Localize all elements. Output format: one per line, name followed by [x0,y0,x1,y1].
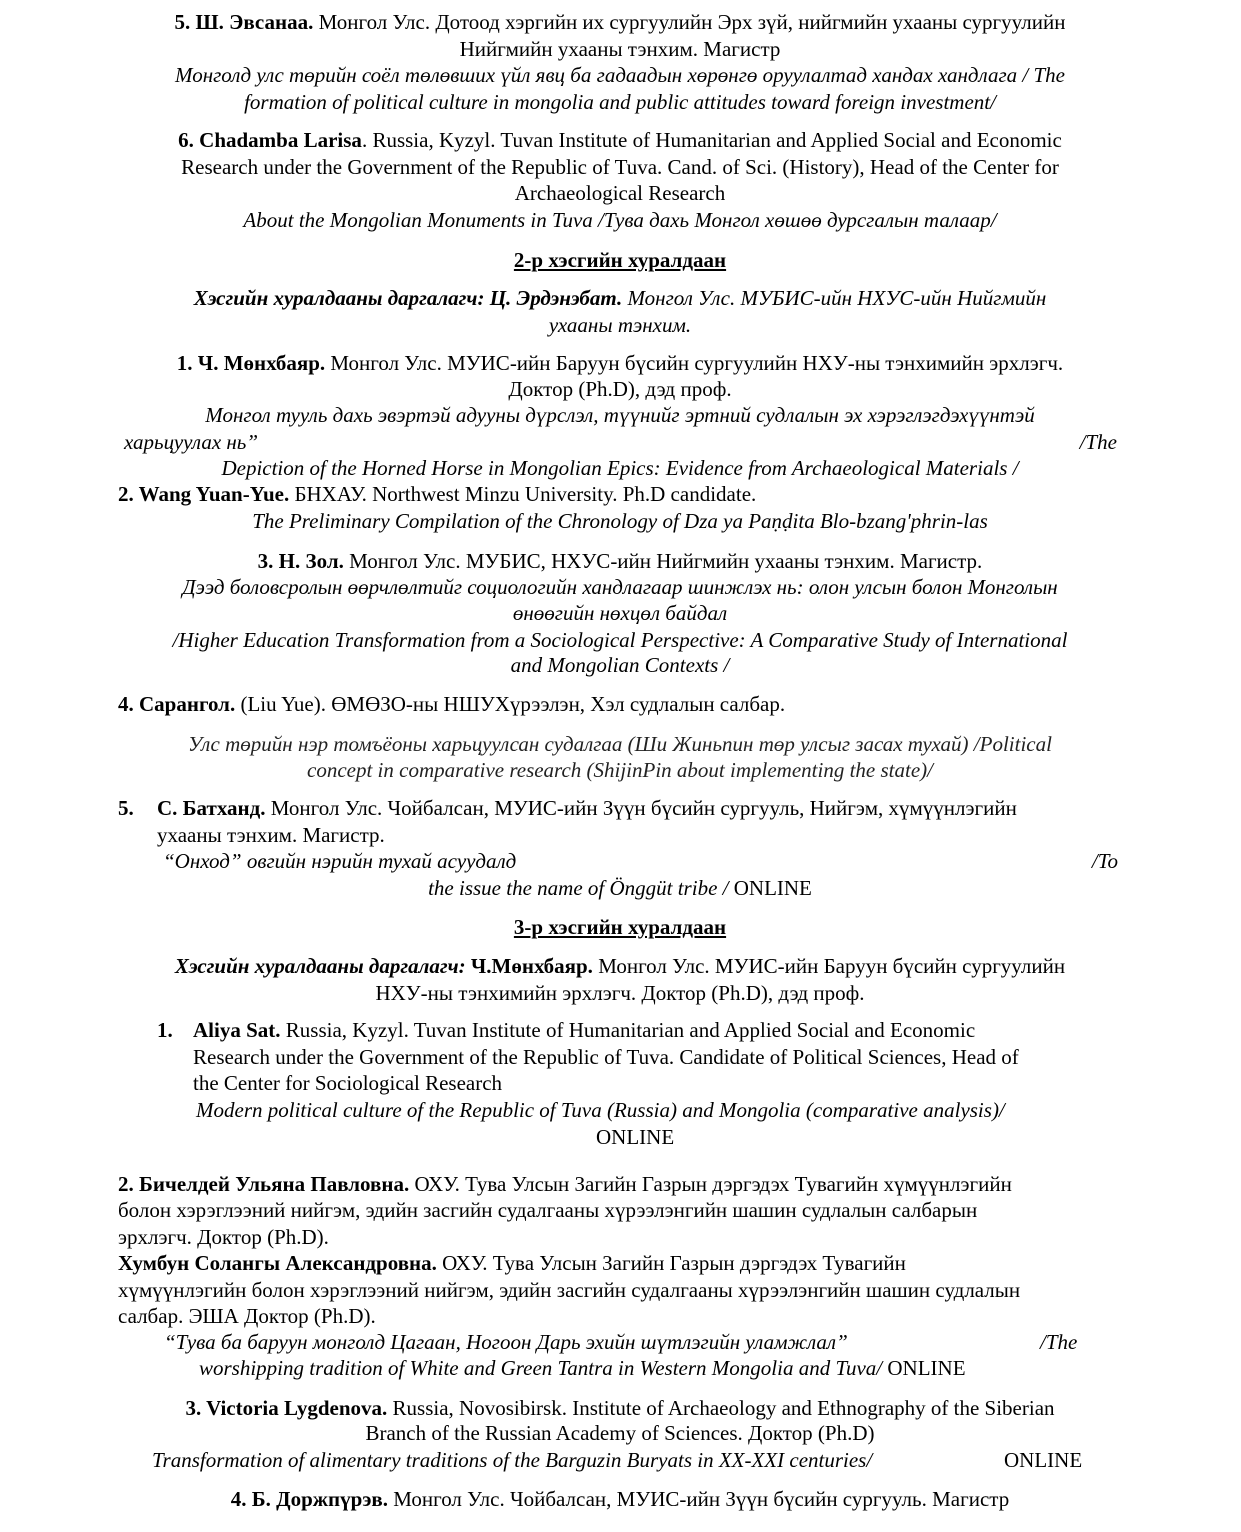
participant-affiliation [118,481,756,507]
affiliation-text: Research under the Government of the Republic of Tuva. Cand. of Sci. (History), Head of the Center for [181,155,1059,179]
paper-title: Depiction of the Horned Horse in Mongolian Epics: Evidence from Archaeological Materials / [221,456,1019,480]
paper-title: and Mongolian Contexts / [510,653,730,677]
affiliation-text: Доктор (Ph.D), дэд проф. [508,377,732,401]
participant-name: 4. Сарангол. [118,692,236,716]
affiliation-text: ОХУ. Тува Улсын Загийн Газрын дэргэдэх Тувагийн хүмүүнлэгийн [409,1172,1012,1196]
session-chair [120,953,1120,979]
item-number-text: 5. [118,796,134,820]
chair-label: Хэсгийн хуралдааны даргалагч: [174,954,471,978]
item-number [118,795,134,821]
paper-title: “Онход” овгийн нэрийн тухай асуудалд [163,849,517,873]
chair-label: Хэсгийн хуралдааны даргалагч: Ц. Эрдэнэбат. [193,286,623,310]
section-heading: 2-р хэсгийн хуралдаан [513,248,727,272]
chair-affiliation: Монгол Улс. МУБИС-ийн НХУС-ийн Нийгмийн [622,286,1047,310]
online-label: ONLINE [728,876,812,900]
affiliation-text: the Center for Sociological Research [193,1071,503,1095]
participant-affiliation [118,691,785,717]
paper-title: concept in comparative research (ShijinPin about implementing the state)/ [307,758,933,782]
paper-title: The Preliminary Compilation of the Chronology of Dza ya Paṇḍita Blo-bzang'phrin-las [252,509,988,533]
chair-affiliation: Монгол Улс. МУИС-ийн Баруун бүсийн сургуулийн [592,954,1066,978]
item-number [157,1017,173,1043]
paper-title: Монголд улс төрийн соёл төлөвших үйл явц ба гадаадын хөрөнгө оруулалтад хандах хандлага / The [175,63,1065,87]
paper-title: /To [1091,849,1118,873]
affiliation-text: хүмүүнлэгийн болон хэрэглээний нийгэм, эдийн засгийн судалгааны хүрээлэнгийн шашин судлалын [118,1278,1021,1302]
paper-title: Modern political culture of the Republic of Tuva (Russia) and Mongolia (comparative analysis)/ [196,1098,1005,1122]
participant-affiliation [157,795,1017,821]
affiliation-text: . Russia, Kyzyl. Tuvan Institute of Humanitarian and Applied Social and Economic [361,128,1062,152]
session-chair [120,285,1120,311]
affiliation-text: Russia, Kyzyl. Tuvan Institute of Humanitarian and Applied Social and Economic [280,1018,976,1042]
affiliation-text: Монгол Улс. МУБИС, НХУС-ийн Нийгмийн ухааны тэнхим. Магистр. [343,549,983,573]
participant-name: 2. Бичелдей Ульяна Павловна. [118,1172,410,1196]
participant-affiliation [118,1171,1012,1197]
participant-name: 5. Ш. Эвсанаа. [174,10,314,34]
section-heading: 3-р хэсгийн хуралдаан [513,915,727,939]
paper-title-text: worshipping tradition of White and Green Tantra in Western Mongolia and Tuva/ [199,1356,883,1380]
affiliation-text: ОХУ. Тува Улсын Загийн Газрын дэргэдэх Тувагийн [436,1251,906,1275]
participant-name: Aliya Sat. [193,1018,281,1042]
participant-name: 4. Б. Доржпүрэв. [230,1487,388,1511]
affiliation-text: ухааны тэнхим. Магистр. [157,823,385,847]
affiliation-text: Research under the Government of the Republic of Tuva. Candidate of Political Sciences, Head of [193,1045,1019,1069]
participant-name: Chadamba Larisa [199,128,362,152]
affiliation-text: эрхлэгч. Доктор (Ph.D). [118,1225,329,1249]
participant-name: 3. Н. Зол. [257,549,344,573]
affiliation-text: Монгол Улс. Чойбалсан, МУИС-ийн Зүүн бүсийн сургууль, Нийгэм, хүмүүнлэгийн [265,796,1017,820]
paper-title: About the Mongolian Monuments in Tuva /Тува дахь Монгол хөшөө дурсгалын талаар/ [243,208,997,232]
participant-affiliation [120,9,1120,35]
paper-title: Улс төрийн нэр томъёоны харьцуулсан судалгаа (Ши Жиньпин төр улсыг засах тухай) /Political [188,732,1052,756]
participant-name: 2. Wang Yuan-Yue. [118,482,290,506]
paper-title-text: the issue the name of Önggüt tribe / [428,876,729,900]
online-label: ONLINE [1004,1448,1083,1472]
participant-affiliation [120,350,1120,376]
online-label: ONLINE [596,1125,675,1149]
chair-affiliation: НХУ-ны тэнхимийн эрхлэгч. Доктор (Ph.D), дэд проф. [375,981,865,1005]
affiliation-text: Russia, Novosibirsk. Institute of Archaeology and Ethnography of the Siberian [387,1396,1055,1420]
paper-title: “Тува ба баруун монголд Цагаан, Ногоон Дарь эхийн шүтлэгийн уламжлал” [164,1330,848,1354]
participant-name: 1. Ч. Мөнхбаяр. [176,351,326,375]
chair-name: Ч.Мөнхбаяр. [470,954,593,978]
affiliation-text: болон хэрэглээний нийгэм, эдийн засгийн судалгааны хүрээлэнгийн шашин судлалын салбарын [118,1198,978,1222]
paper-title: /Higher Education Transformation from a Sociological Perspective: A Comparative Study of International [172,628,1068,652]
item-number-text: 1. [157,1018,173,1042]
affiliation-text: Монгол Улс. Дотоод хэргийн их сургуулийн Эрх зүй, нийгмийн ухааны сургуулийн [313,10,1066,34]
affiliation-text: Branch of the Russian Academy of Sciences. Доктор (Ph.D) [365,1421,875,1445]
paper-title: formation of political culture in mongolia and public attitudes toward foreign investment/ [244,90,996,114]
participant-affiliation [120,1395,1120,1421]
participant-affiliation [193,1017,975,1043]
affiliation-text: салбар. ЭША Доктор (Ph.D). [118,1304,376,1328]
paper-title: /The [1040,1330,1078,1354]
paper-title: харьцуулах нь” [124,430,259,454]
paper-title: Дээд боловсролын өөрчлөлтийг социологийн хандлагаар шинжлэх нь: олон улсын болон Монголын [182,575,1058,599]
paper-title [199,1355,966,1381]
affiliation-text: (Liu Yue). ӨМӨЗО-ны НШУХүрээлэн, Хэл судлалын салбар. [235,692,786,716]
paper-title: өнөөгийн нөхцөл байдал [512,601,728,625]
chair-affiliation: ухааны тэнхим. [548,313,692,337]
affiliation-text: Монгол Улс. МУИС-ийн Баруун бүсийн сургуулийн НХУ-ны тэнхимийн эрхлэгч. [325,351,1064,375]
affiliation-text: Archaeological Research [514,181,726,205]
paper-title: Transformation of alimentary traditions of the Barguzin Buryats in XX-XXI centuries/ [152,1448,873,1472]
participant-affiliation [120,1486,1120,1512]
affiliation-text: Нийгмийн ухааны тэнхим. Магистр [459,37,781,61]
paper-title: /The [1079,430,1117,454]
affiliation-text: БНХАУ. Northwest Minzu University. Ph.D candidate. [289,482,757,506]
participant-affiliation [118,1250,906,1276]
online-label: ONLINE [882,1356,966,1380]
participant-name: Хумбун Солангы Александровна. [118,1251,437,1275]
item-number: 6. [178,128,200,152]
participant-affiliation [120,548,1120,574]
affiliation-text: Монгол Улс. Чойбалсан, МУИС-ийн Зүүн бүсийн сургууль. Магистр [387,1487,1010,1511]
paper-title: Монгол тууль дахь эвэртэй адууны дүрслэл, түүнийг эртний судлалын эх хэрэглэгдэхүүнтэй [205,403,1035,427]
participant-name: 3. Victoria Lygdenova. [185,1396,388,1420]
paper-title [120,875,1120,901]
participant-name: С. Батханд. [157,796,266,820]
participant-affiliation [120,127,1120,153]
